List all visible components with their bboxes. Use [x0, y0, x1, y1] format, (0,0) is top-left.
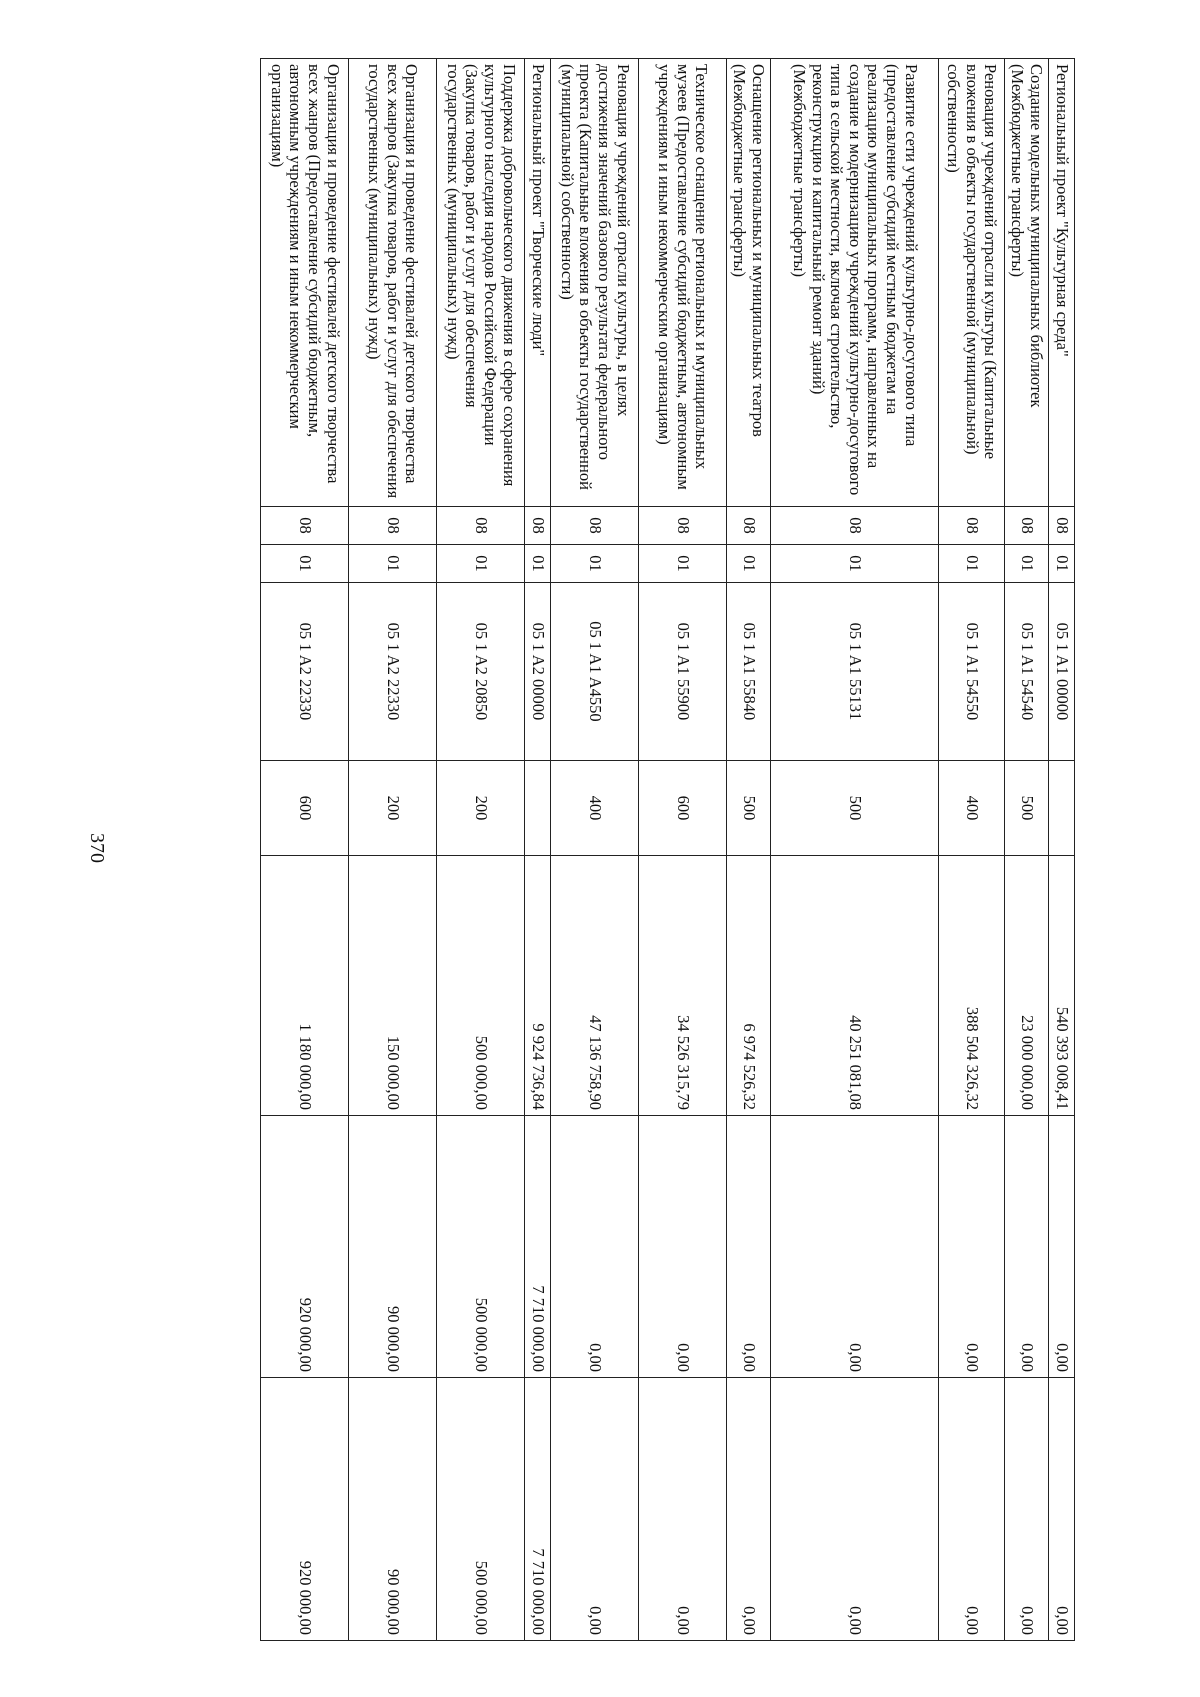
row-name: Оснащение региональных и муниципальных театров (Межбюджетные трансферты) [727, 59, 771, 507]
table-row [1049, 59, 1075, 1641]
table-row [349, 59, 437, 1641]
row-expense-type [525, 761, 551, 856]
row-expense-type: 600 [261, 761, 349, 856]
row-expense-type: 500 [771, 761, 939, 856]
table-row [437, 59, 525, 1641]
row-amount-2: 0,00 [727, 1116, 771, 1378]
row-target-code: 05 1 A1 A4550 [551, 583, 639, 761]
row-name: Региональный проект "Культурная среда" [1049, 59, 1075, 507]
row-amount-3: 0,00 [639, 1378, 727, 1641]
row-name: Создание модельных муниципальных библиотек (Межбюджетные трансферты) [1005, 59, 1049, 507]
row-expense-type: 200 [349, 761, 437, 856]
row-expense-type: 500 [1005, 761, 1049, 856]
row-amount-3: 7 710 000,00 [525, 1378, 551, 1641]
row-section: 08 [437, 507, 525, 545]
row-section: 08 [727, 507, 771, 545]
row-section: 08 [1005, 507, 1049, 545]
table-row [525, 59, 551, 1641]
row-target-code: 05 1 A1 55900 [639, 583, 727, 761]
row-expense-type [1049, 761, 1075, 856]
row-target-code: 05 1 A1 55131 [771, 583, 939, 761]
row-amount-1: 23 000 000,00 [1005, 856, 1049, 1116]
row-target-code: 05 1 A2 20850 [437, 583, 525, 761]
row-section: 08 [639, 507, 727, 545]
row-amount-2: 0,00 [551, 1116, 639, 1378]
row-name: Организация и проведение фестивалей детского творчества всех жанров (Предоставление субсидий бюджетным, автономным учреждениям и иным некоммерческим организациям) [261, 59, 349, 507]
row-amount-1: 47 136 758,90 [551, 856, 639, 1116]
row-amount-2: 0,00 [771, 1116, 939, 1378]
row-name: Развитие сети учреждений культурно-досугового типа (предоставление субсидий местным бюджетам на реализацию муниципальных программ, направленных на создание и модернизацию учреждений культурно-досугового типа в сельской местности, включая строительство, реконструкцию и капитальный ремонт зданий) (Межбюджетные трансферты) [771, 59, 939, 507]
row-amount-2: 0,00 [639, 1116, 727, 1378]
table-row [939, 59, 1005, 1641]
row-amount-1: 540 393 008,41 [1049, 856, 1075, 1116]
row-target-code: 05 1 A1 54550 [939, 583, 1005, 761]
row-amount-1: 388 504 326,32 [939, 856, 1005, 1116]
row-amount-2: 7 710 000,00 [525, 1116, 551, 1378]
row-amount-1: 6 974 526,32 [727, 856, 771, 1116]
row-amount-1: 1 180 000,00 [261, 856, 349, 1116]
row-subsection: 01 [1049, 545, 1075, 583]
page-number: 370 [86, 833, 108, 863]
row-amount-2: 500 000,00 [437, 1116, 525, 1378]
row-amount-3: 0,00 [1005, 1378, 1049, 1641]
row-name: Техническое оснащение региональных и муниципальных музеев (Предоставление субсидий бюджетным, автономным учреждениям и иным некоммерческим организациям) [639, 59, 727, 507]
row-expense-type: 400 [939, 761, 1005, 856]
table-body [261, 59, 1075, 1641]
row-amount-1: 34 526 315,79 [639, 856, 727, 1116]
row-section: 08 [771, 507, 939, 545]
row-subsection: 01 [349, 545, 437, 583]
row-subsection: 01 [639, 545, 727, 583]
row-amount-2: 0,00 [1005, 1116, 1049, 1378]
row-amount-3: 0,00 [551, 1378, 639, 1641]
row-amount-1: 40 251 081,08 [771, 856, 939, 1116]
row-subsection: 01 [1005, 545, 1049, 583]
row-amount-3: 0,00 [771, 1378, 939, 1641]
row-subsection: 01 [261, 545, 349, 583]
row-subsection: 01 [437, 545, 525, 583]
row-subsection: 01 [727, 545, 771, 583]
table-row [551, 59, 639, 1641]
row-name: Организация и проведение фестивалей детского творчества всех жанров (Закупка товаров, работ и услуг для обеспечения государственных (муниципальных) нужд) [349, 59, 437, 507]
row-name: Региональный проект "Творческие люди" [525, 59, 551, 507]
table-row [261, 59, 349, 1641]
row-section: 08 [1049, 507, 1075, 545]
row-target-code: 05 1 A2 22330 [261, 583, 349, 761]
row-amount-2: 920 000,00 [261, 1116, 349, 1378]
row-amount-3: 920 000,00 [261, 1378, 349, 1641]
row-section: 08 [261, 507, 349, 545]
row-name: Реновация учреждений отрасли культуры, в целях достижения значений базового результата федерального проекта (Капитальные вложения в объекты государственной (муниципальной) собственности) [551, 59, 639, 507]
row-amount-3: 0,00 [1049, 1378, 1075, 1641]
row-target-code: 05 1 A1 55840 [727, 583, 771, 761]
row-amount-3: 500 000,00 [437, 1378, 525, 1641]
row-subsection: 01 [525, 545, 551, 583]
row-expense-type: 200 [437, 761, 525, 856]
row-amount-3: 0,00 [939, 1378, 1005, 1641]
budget-table-rotated [131, 58, 1075, 1640]
table-row [639, 59, 727, 1641]
row-amount-2: 0,00 [1049, 1116, 1075, 1378]
row-amount-1: 500 000,00 [437, 856, 525, 1116]
row-expense-type: 500 [727, 761, 771, 856]
row-section: 08 [939, 507, 1005, 545]
row-amount-2: 0,00 [939, 1116, 1005, 1378]
row-section: 08 [525, 507, 551, 545]
row-amount-3: 0,00 [727, 1378, 771, 1641]
row-subsection: 01 [771, 545, 939, 583]
row-name: Реновация учреждений отрасли культуры (Капитальные вложения в объекты государственной (муниципальной) собственности) [939, 59, 1005, 507]
row-section: 08 [551, 507, 639, 545]
row-amount-1: 150 000,00 [349, 856, 437, 1116]
table-row [727, 59, 771, 1641]
row-target-code: 05 1 A1 00000 [1049, 583, 1075, 761]
row-target-code: 05 1 A2 00000 [525, 583, 551, 761]
row-amount-2: 90 000,00 [349, 1116, 437, 1378]
row-amount-3: 90 000,00 [349, 1378, 437, 1641]
row-section: 08 [349, 507, 437, 545]
row-target-code: 05 1 A2 22330 [349, 583, 437, 761]
row-expense-type: 600 [639, 761, 727, 856]
row-subsection: 01 [939, 545, 1005, 583]
table-row [1005, 59, 1049, 1641]
budget-table [260, 58, 1075, 1641]
row-expense-type: 400 [551, 761, 639, 856]
table-row [771, 59, 939, 1641]
row-name: Поддержка добровольческого движения в сфере сохранения культурного наследия народов Российской Федерации (Закупка товаров, работ и услуг для обеспечения государственных (муниципальных) нужд) [437, 59, 525, 507]
row-subsection: 01 [551, 545, 639, 583]
row-amount-1: 9 924 736,84 [525, 856, 551, 1116]
row-target-code: 05 1 A1 54540 [1005, 583, 1049, 761]
